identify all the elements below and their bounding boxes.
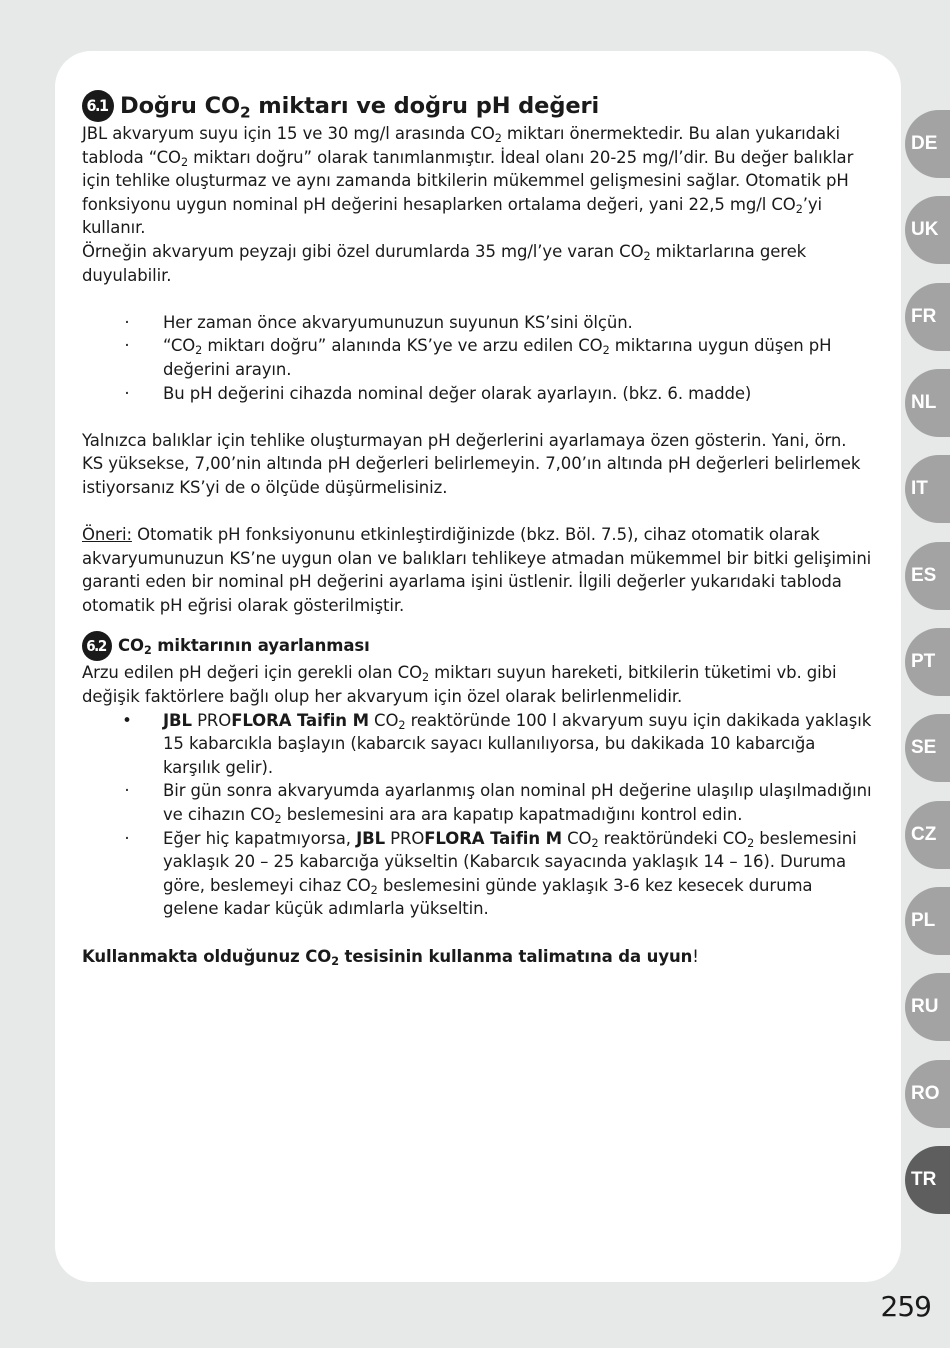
language-tab-ro[interactable]: RO	[905, 1060, 950, 1128]
language-tab-cz[interactable]: CZ	[905, 801, 950, 869]
language-tab-uk[interactable]: UK	[905, 196, 950, 264]
language-tab-nl[interactable]: NL	[905, 369, 950, 437]
final-note: Kullanmakta olduğunuz $CO_2$ tesisinin kullanma talimatına da uyun!	[82, 946, 699, 968]
recommendation-label: Öneri:	[82, 525, 132, 545]
language-tab-pt[interactable]: PT	[905, 628, 950, 696]
page-number: 259	[880, 1290, 931, 1323]
paragraph: Öneri: Otomatik pH fonksiyonunu etkinleştirdiğinizde (bkz. Böl. 7.5), cihaz otomatik olarak akvaryumunuzun KS’ne uygun olan ve balıkları tehlikeye atmadan mükemmel bir bitki gelişimini garanti eden bir nominal pH değerini ayarlama işini üstlenir. İlgili değerler yukarıdaki tabloda otomatik pH eğrisi olarak gösterilmiştir.	[82, 525, 872, 615]
language-tab-pl[interactable]: PL	[905, 887, 950, 955]
paragraph: JBL akvaryum suyu için 15 ve 30 mg/l arasında $CO_2$ miktarı önermektedir. Bu alan yukarıdaki tabloda “$CO_2$ miktarı doğru” olarak tanımlanmıştır. İdeal olanı 20-25 mg/l’dir. Bu değer balıklar için tehlike oluşturmaz ve aynı zamanda bitkilerin mükemmel gelişmesini sağlar. Otomatik pH fonksiyonu uygun nominal pH değerini hesaplarken ortalama değeri, yani 22,5 mg/l $CO_2’yi$ kullanır.	[82, 124, 854, 238]
list-item: · “$CO_2$ miktarı doğru” alanında KS’ye ve arzu edilen $CO_2$ miktarına uygun düşen pH değerini arayın.	[124, 336, 832, 379]
section-title: Doğru $CO_2$ miktarı ve doğru pH değeri	[120, 93, 600, 122]
document-body	[82, 90, 872, 968]
section-number-badge: 6.2	[82, 631, 112, 661]
language-tab-it[interactable]: IT	[905, 455, 950, 523]
language-tab-fr[interactable]: FR	[905, 283, 950, 351]
language-tab-de[interactable]: DE	[905, 110, 950, 178]
list-item: • JBL PROFLORA Taifin M $CO_2$ reaktöründe 100 l akvaryum suyu için dakikada yaklaşık 15 kabarcıkla başlayın (kabarcık sayacı kullanılıyorsa, bu dakikada 10 kabarcığa karşılık gelir).	[122, 710, 872, 777]
section-number-badge: 6.1	[82, 90, 114, 122]
section-6-1-heading	[82, 90, 872, 122]
list-item: · Bir gün sonra akvaryumda ayarlanmış olan nominal pH değerine ulaşılıp ulaşılmadığını ve cihazın $CO_2$ beslemesini ara ara kapatıp kapatmadığını kontrol edin.	[124, 781, 872, 827]
instruction-list	[82, 709, 872, 921]
language-tab-es[interactable]: ES	[905, 542, 950, 610]
paragraph: Örneğin akvaryum peyzajı gibi özel durumlarda 35 mg/l’ye varan $CO_2$ miktarlarına gerek duyulabilir.	[82, 241, 807, 285]
section-6-2-heading	[82, 631, 872, 661]
list-item: · Bu pH değerini cihazda nominal değer olarak ayarlayın. (bkz. 6. madde)	[124, 383, 752, 403]
section-title: $CO_2$ miktarının ayarlanması	[118, 636, 370, 658]
paragraph: Yalnızca balıklar için tehlike oluşturmayan pH değerlerini ayarlamaya özen gösterin. Yani, örn. KS yüksekse, 7,00’nin altında pH değerleri belirlemeyin. 7,00’ın altında pH değerleri belirlemek istiyorsanız KS’yi de o ölçüde düşürmelisiniz.	[82, 430, 861, 497]
language-tab-tr[interactable]: TR	[905, 1146, 950, 1214]
instruction-list	[82, 311, 872, 405]
paragraph: Arzu edilen pH değeri için gerekli olan $CO_2$ miktarı suyun hareketi, bitkilerin tüketimi vb. gibi değişik faktörlere bağlı olup her akvaryum için özel olarak belirlenmelidir.	[82, 663, 837, 707]
language-tabs	[905, 0, 950, 1348]
list-item: · Her zaman önce akvaryumunuzun suyunun KS’sini ölçün.	[124, 312, 633, 332]
language-tab-se[interactable]: SE	[905, 714, 950, 782]
list-item: · Eğer hiç kapatmıyorsa, JBL PROFLORA Taifin M $CO_2$ reaktöründeki $CO_2$ beslemesini yaklaşık 20 – 25 kabarcığa yükseltin (Kabarcık sayacında yaklaşık 14 – 16). Duruma göre, beslemeyi cihaz $CO_2$ beslemesini günde yaklaşık 3-6 kez kesecek duruma gelene kadar küçük adımlarla yükseltin.	[124, 828, 857, 919]
language-tab-ru[interactable]: RU	[905, 973, 950, 1041]
